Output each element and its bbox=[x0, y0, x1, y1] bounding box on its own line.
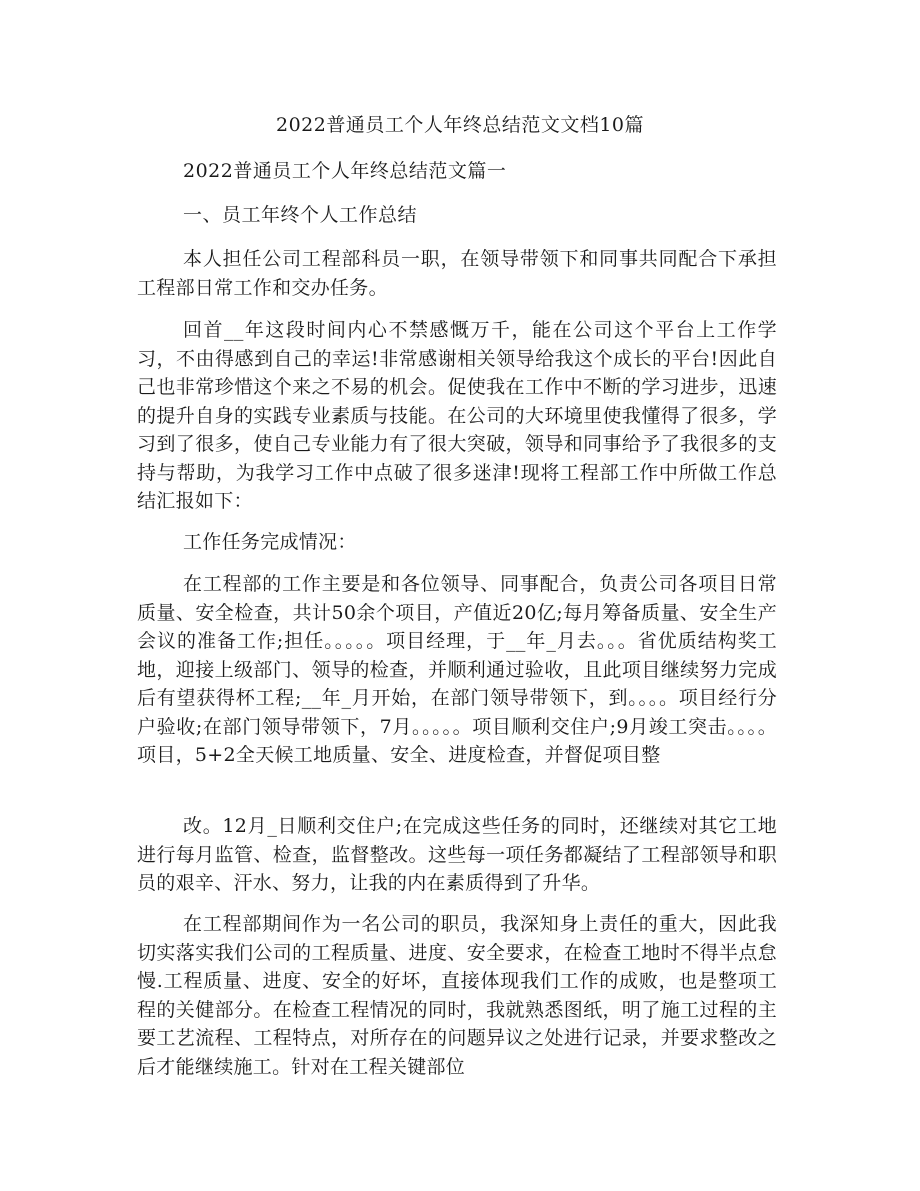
paragraph-4: 在工程部的工作主要是和各位领导、同事配合，负责公司各项目日常质量、安全检查，共计50余个项目，产值近20亿;每月筹备质量、安全生产会议的准备工作;担任。。。。。项目经理，于__年_月去。。。省优质结构奖工地，迎接上级部门、领导的检查，并顺利通过验收，且此项目继续努力完成后有望获得杯工程;__年_月开始，在部门领导带领下，到。。。。项目经行分户验收;在部门领导带领下，7月。。。。。项目顺利交住户;9月竣工突击。。。。项目，5+2全天候工地质量、安全、进度检查，并督促项目整 bbox=[137, 573, 777, 766]
paragraph-6: 在工程部期间作为一名公司的职员，我深知身上责任的重大，因此我切实落实我们公司的工程质量、进度、安全要求，在检查工地时不得半点怠慢.工程质量、进度、安全的好坏，直接体现我们工作的成败，也是整项工程的关健部分。在检查工程情况的同时，我就熟悉图纸，明了施工过程的主要工艺流程、工程特点，对所存在的问题异议之处进行记录，并要求整改之后才能继续施工。针对在工程关键部位 bbox=[137, 913, 777, 1078]
subheading: 一、员工年终个人工作总结 bbox=[183, 204, 418, 226]
paragraph-2: 回首__年这段时间内心不禁感慨万千，能在公司这个平台上工作学习，不由得感到自己的幸运!非常感谢相关领导给我这个成长的平台!因此自己也非常珍惜这个来之不易的机会。促使我在工作中不断的学习进步，迅速的提升自身的实践专业素质与技能。在公司的大环境里使我懂得了很多，学习到了很多，使自己专业能力有了很大突破，领导和同事给予了我很多的支持与帮助，为我学习工作中点破了很多迷津!现将工程部工作中所做工作总结汇报如下： bbox=[137, 319, 777, 512]
paragraph-5: 改。12月_日顺利交住户;在完成这些任务的同时，还继续对其它工地进行每月监管、检查，监督整改。这些每一项任务都凝结了工程部领导和职员的艰辛、汗水、努力，让我的内在素质得到了升华。 bbox=[137, 815, 777, 894]
section-heading: 2022普通员工个人年终总结范文篇一 bbox=[183, 160, 507, 182]
paragraph-1: 本人担任公司工程部科员一职，在领导带领下和同事共同配合下承担工程部日常工作和交办任务。 bbox=[137, 248, 777, 299]
document-title: 2022普通员工个人年终总结范文文档10篇 bbox=[275, 114, 645, 136]
paragraph-3: 工作任务完成情况： bbox=[183, 531, 357, 553]
